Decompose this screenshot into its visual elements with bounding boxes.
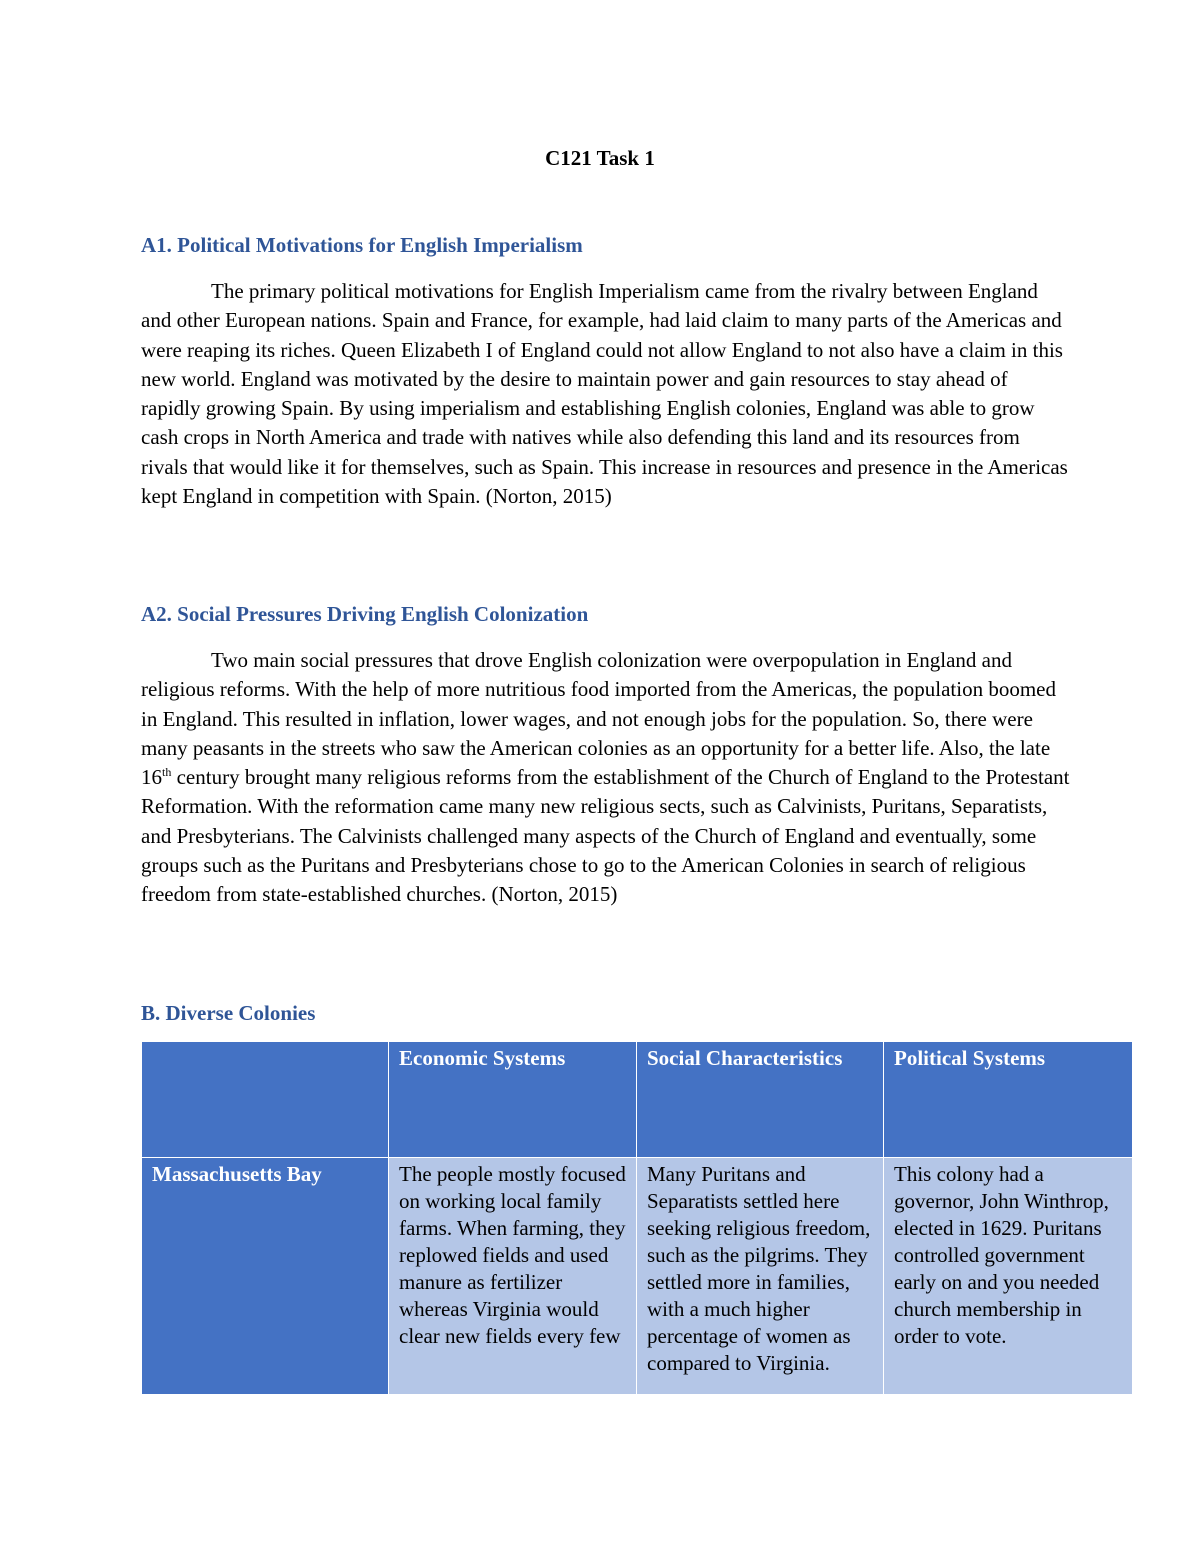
document-title: C121 Task 1 <box>545 146 655 170</box>
column-header-social-characteristics: Social Characteristics <box>637 1042 884 1158</box>
cell-economic-systems <box>389 1158 637 1395</box>
table-header-row <box>142 1042 1133 1158</box>
cell-economic-systems-text: The people mostly focused on working local family farms. When farming, they replowed fields and used manure as fertilizer whereas Virginia would clear new fields every few <box>399 1162 626 1348</box>
table-corner-cell <box>142 1042 389 1158</box>
section-a2-text-part1: Two main social pressures that drove English colonization were overpopulation in England and religious reforms. With the help of more nutritious food imported from the Americas, the population boomed in England. This resulted in inflation, lower wages, and not enough jobs for the population. So, there were many peasants in the streets who saw the American colonies as an opportunity for a better life. Also, the late 16 <box>141 648 1056 790</box>
cell-social-characteristics <box>637 1158 884 1395</box>
column-header-economic-systems: Economic Systems <box>389 1042 637 1158</box>
column-header-political-systems: Political Systems <box>884 1042 1133 1158</box>
diverse-colonies-table <box>141 1041 1133 1395</box>
section-a1-heading: A1. Political Motivations for English Imperialism <box>141 233 583 257</box>
section-a2-heading: A2. Social Pressures Driving English Colonization <box>141 602 589 626</box>
section-a2-paragraph <box>141 646 1071 910</box>
section-a2-text-part2: century brought many religious reforms from the establishment of the Church of England to the Protestant Reformation. With the reformation came many new religious sects, such as Calvinists, Puritans, Separatists, and Presbyterians. The Calvinists challenged many aspects of the Church of England and eventually, some groups such as the Puritans and Presbyterians chose to go to the American Colonies in search of religious freedom from state-established churches. (Norton, 2015) <box>141 765 1070 907</box>
row-header-massachusetts-bay: Massachusetts Bay <box>142 1158 389 1395</box>
superscript-ordinal: th <box>162 765 172 780</box>
section-b-heading: B. Diverse Colonies <box>141 1001 316 1025</box>
table-row <box>142 1158 1133 1395</box>
cell-social-characteristics-text: Many Puritans and Separatists settled here seeking religious freedom, such as the pilgrims. They settled more in families, with a much higher percentage of women as compared to Virginia. <box>647 1162 871 1375</box>
cell-political-systems-text: This colony had a governor, John Winthrop, elected in 1629. Puritans controlled government early on and you needed church membership in order to vote. <box>894 1162 1109 1348</box>
section-a1-paragraph: The primary political motivations for English Imperialism came from the rivalry between England and other European nations. Spain and France, for example, had laid claim to many parts of the Americas and were reaping its riches. Queen Elizabeth I of England could not allow England to not also have a claim in this new world. England was motivated by the desire to maintain power and gain resources to stay ahead of rapidly growing Spain. By using imperialism and establishing English colonies, England was able to grow cash crops in North America and trade with natives while also defending this land and its resources from rivals that would like it for themselves, such as Spain. This increase in resources and presence in the Americas kept England in competition with Spain. (Norton, 2015) <box>141 279 1068 509</box>
cell-political-systems <box>884 1158 1133 1395</box>
